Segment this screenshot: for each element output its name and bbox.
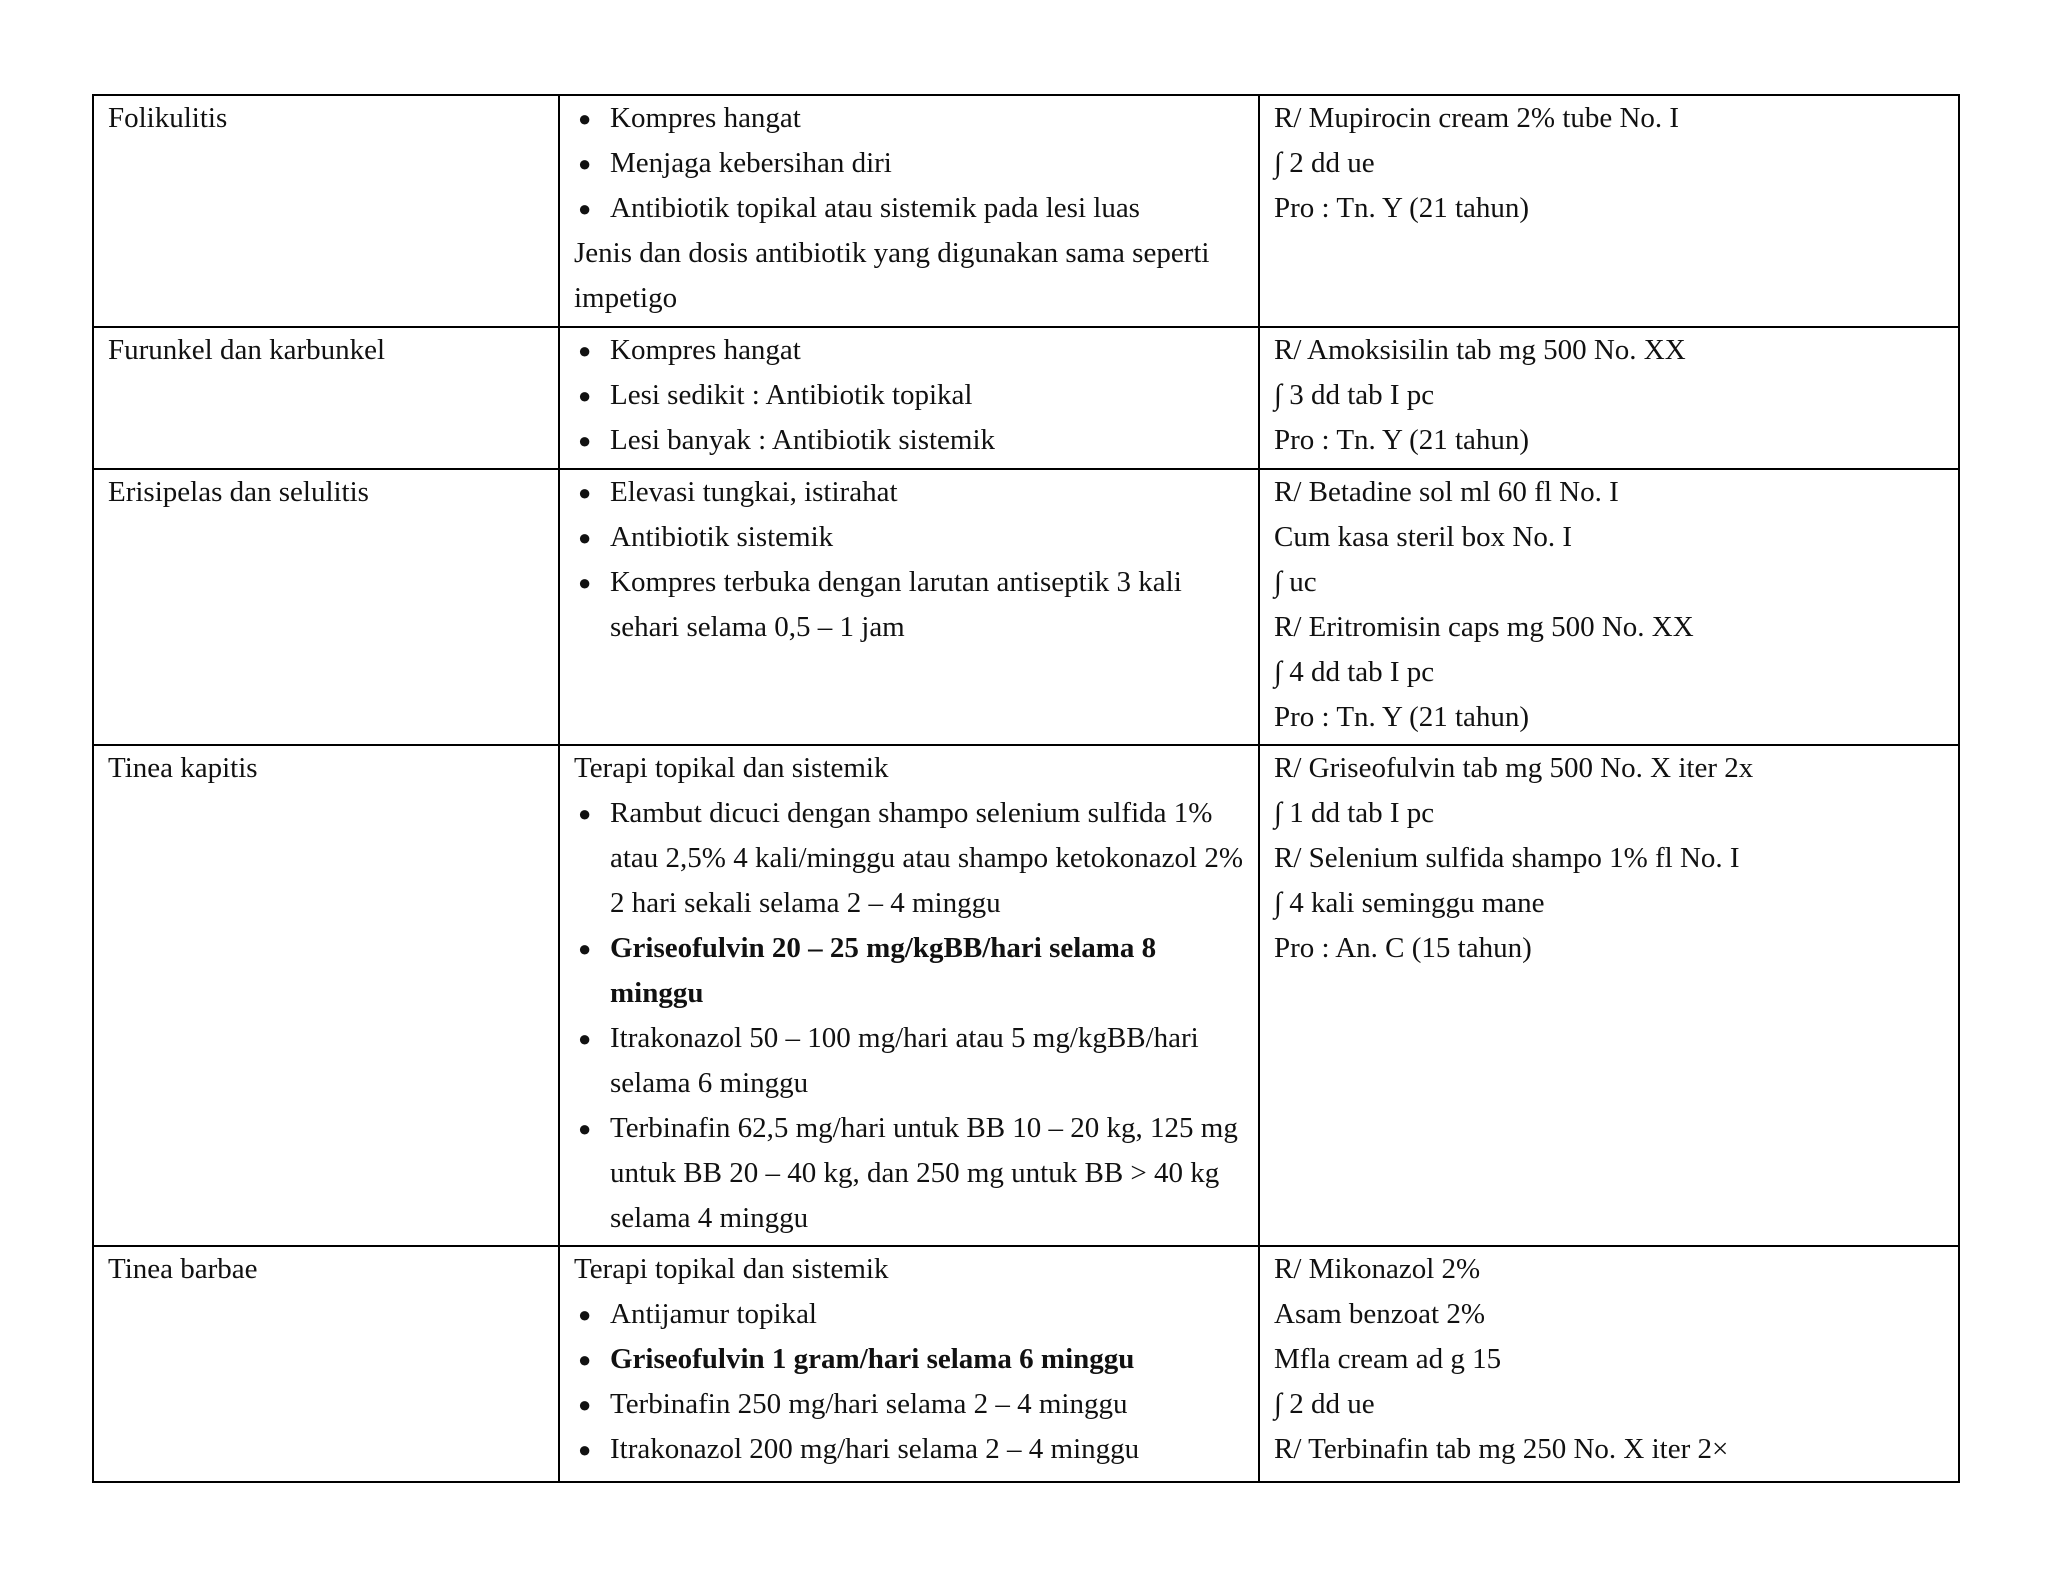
diagnosis-cell (93, 1246, 559, 1482)
document-page (92, 94, 1958, 1483)
diagnosis-cell (93, 95, 559, 327)
therapy-item: ● Kompres terbuka dengan larutan antiseptik 3 kali sehari selama 0,5 – 1 jam (574, 560, 1244, 650)
prescription-line: R/ Terbinafin tab mg 250 No. X iter 2× (1274, 1433, 1729, 1465)
therapy-cell (559, 469, 1259, 745)
diagnosis-label: Folikulitis (108, 102, 228, 134)
bullet-icon: ● (578, 196, 592, 221)
prescription-line: R/ Eritromisin caps mg 500 No. XX (1274, 611, 1694, 643)
therapy-item: ● Terbinafin 250 mg/hari selama 2 – 4 minggu (574, 1382, 1244, 1427)
therapy-list (574, 791, 1244, 1241)
diagnosis-cell (93, 469, 559, 745)
prescription-cell (1259, 1246, 1959, 1482)
therapy-intro: Terapi topikal dan sistemik (574, 1253, 889, 1285)
therapy-list (574, 470, 1244, 650)
table-row (93, 1246, 1959, 1482)
therapy-item: ● Griseofulvin 1 gram/hari selama 6 minggu (574, 1337, 1244, 1382)
therapy-item: ● Antijamur topikal (574, 1292, 1244, 1337)
therapy-list (574, 96, 1244, 231)
therapy-item: ● Lesi sedikit : Antibiotik topikal (574, 373, 1244, 418)
bullet-icon: ● (578, 1116, 592, 1141)
therapy-intro: Terapi topikal dan sistemik (574, 752, 889, 784)
therapy-item: ● Itrakonazol 50 – 100 mg/hari atau 5 mg/kgBB/hari selama 6 minggu (574, 1016, 1244, 1106)
prescription-line: R/ Mupirocin cream 2% tube No. I (1274, 102, 1680, 134)
bullet-icon: ● (578, 1026, 592, 1051)
bullet-icon: ● (578, 106, 592, 131)
therapy-cell (559, 745, 1259, 1246)
therapy-item: ● Kompres hangat (574, 96, 1244, 141)
prescription-line: Pro : Tn. Y (21 tahun) (1274, 424, 1530, 456)
therapy-item: ● Terbinafin 62,5 mg/hari untuk BB 10 – 20 kg, 125 mg untuk BB 20 – 40 kg, dan 250 mg untuk BB > 40 kg selama 4 minggu (574, 1106, 1244, 1241)
prescription-line: R/ Selenium sulfida shampo 1% fl No. I (1274, 842, 1740, 874)
bullet-icon: ● (578, 151, 592, 176)
therapy-item: ● Itrakonazol 200 mg/hari selama 2 – 4 minggu (574, 1427, 1244, 1472)
table-row (93, 469, 1959, 745)
therapy-list (574, 328, 1244, 463)
bullet-icon: ● (578, 1347, 592, 1372)
bullet-icon: ● (578, 338, 592, 363)
diagnosis-cell (93, 327, 559, 469)
prescription-line: R/ Amoksisilin tab mg 500 No. XX (1274, 334, 1686, 366)
therapy-table (92, 94, 1960, 1483)
therapy-item: ● Menjaga kebersihan diri (574, 141, 1244, 186)
bullet-icon: ● (578, 383, 592, 408)
bullet-icon: ● (578, 428, 592, 453)
therapy-note: Jenis dan dosis antibiotik yang digunakan sama seperti impetigo (574, 237, 1210, 314)
prescription-line: R/ Griseofulvin tab mg 500 No. X iter 2x (1274, 752, 1754, 784)
prescription-line: Pro : Tn. Y (21 tahun) (1274, 701, 1530, 733)
prescription-line: Mfla cream ad g 15 (1274, 1343, 1502, 1375)
therapy-cell (559, 327, 1259, 469)
diagnosis-label: Tinea kapitis (108, 752, 258, 784)
therapy-item: ● Griseofulvin 20 – 25 mg/kgBB/hari selama 8 minggu (574, 926, 1244, 1016)
bullet-icon: ● (578, 570, 592, 595)
bullet-icon: ● (578, 480, 592, 505)
therapy-item: ● Kompres hangat (574, 328, 1244, 373)
prescription-cell (1259, 327, 1959, 469)
prescription-line: ∫ 4 kali seminggu mane (1274, 887, 1545, 919)
diagnosis-label: Tinea barbae (108, 1253, 258, 1285)
prescription-line: R/ Mikonazol 2% (1274, 1253, 1481, 1285)
prescription-line: ∫ uc (1274, 566, 1317, 598)
prescription-line: Pro : Tn. Y (21 tahun) (1274, 192, 1530, 224)
table-row (93, 95, 1959, 327)
prescription-line: Pro : An. C (15 tahun) (1274, 932, 1532, 964)
therapy-item: ● Lesi banyak : Antibiotik sistemik (574, 418, 1244, 463)
prescription-line: ∫ 4 dd tab I pc (1274, 656, 1435, 688)
diagnosis-cell (93, 745, 559, 1246)
table-row (93, 327, 1959, 469)
diagnosis-label: Erisipelas dan selulitis (108, 476, 369, 508)
prescription-cell (1259, 95, 1959, 327)
prescription-line: ∫ 3 dd tab I pc (1274, 379, 1435, 411)
bullet-icon: ● (578, 936, 592, 961)
table-row (93, 745, 1959, 1246)
prescription-line: Cum kasa steril box No. I (1274, 521, 1573, 553)
prescription-line: ∫ 2 dd ue (1274, 1388, 1375, 1420)
bullet-icon: ● (578, 1302, 592, 1327)
bullet-icon: ● (578, 525, 592, 550)
therapy-item: ● Rambut dicuci dengan shampo selenium sulfida 1% atau 2,5% 4 kali/minggu atau shampo ketokonazol 2% 2 hari sekali selama 2 – 4 minggu (574, 791, 1244, 926)
bullet-icon: ● (578, 1437, 592, 1462)
therapy-item: ● Antibiotik topikal atau sistemik pada lesi luas (574, 186, 1244, 231)
prescription-line: ∫ 1 dd tab I pc (1274, 797, 1435, 829)
prescription-line: Asam benzoat 2% (1274, 1298, 1485, 1330)
prescription-line: ∫ 2 dd ue (1274, 147, 1375, 179)
therapy-item: ● Elevasi tungkai, istirahat (574, 470, 1244, 515)
therapy-cell (559, 1246, 1259, 1482)
therapy-item: ● Antibiotik sistemik (574, 515, 1244, 560)
therapy-cell (559, 95, 1259, 327)
prescription-cell (1259, 745, 1959, 1246)
bullet-icon: ● (578, 1392, 592, 1417)
bullet-icon: ● (578, 801, 592, 826)
diagnosis-label: Furunkel dan karbunkel (108, 334, 386, 366)
therapy-list (574, 1292, 1244, 1472)
prescription-line: R/ Betadine sol ml 60 fl No. I (1274, 476, 1619, 508)
prescription-cell (1259, 469, 1959, 745)
